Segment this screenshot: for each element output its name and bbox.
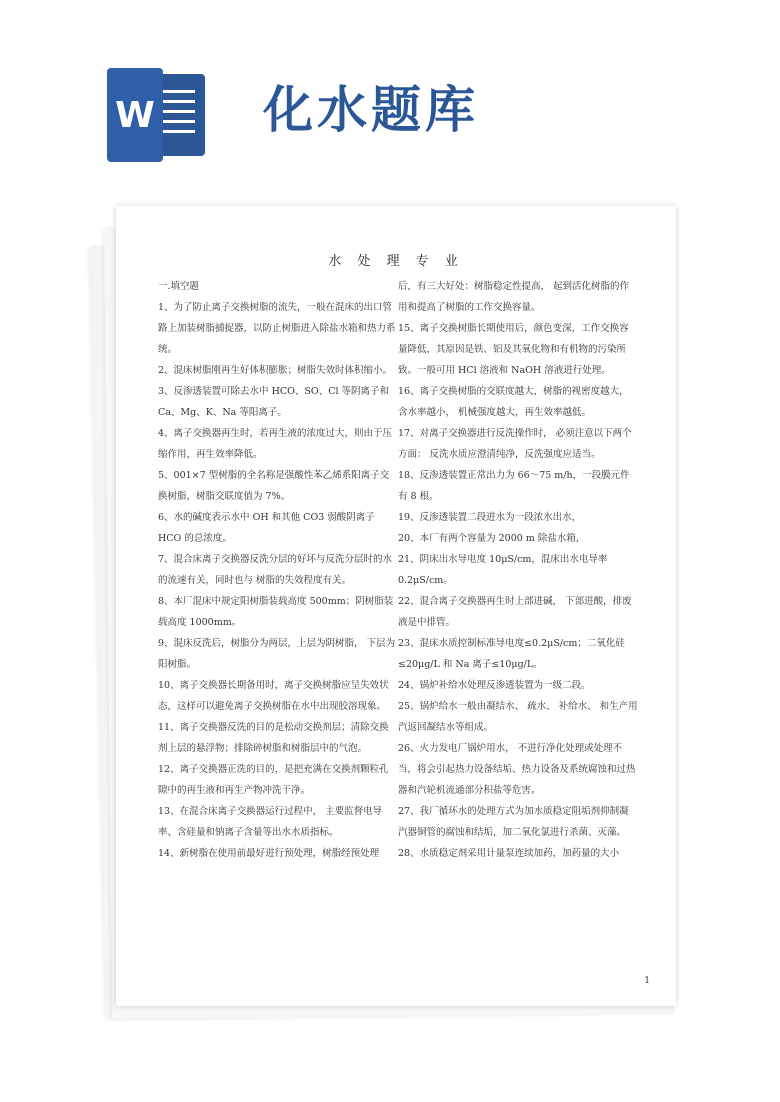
question-item: 1、为了防止离子交换树脂的流失，一般在混床的出口管路上加装树脂捕捉器，以防止树脂进入除盐水箱和热力系统。 [158,302,396,355]
question-item: 28、水质稳定剂采用计量泵连续加药，加药量的大小 [398,848,620,859]
question-item: 3、反渗透装置可除去水中 HCO、SO、Cl 等阴离子和Ca、Mg、K、Na 等阳离子。 [158,386,390,418]
question-item: 后，有三大好处：树脂稳定性提高， 起到活化树脂的作用和提高了树脂的工作交换容量。 [398,281,630,313]
document-title: 水 处 理 专 业 [328,254,464,269]
question-item: 10、离子交换器长期备用时，离子交换树脂应呈失效状态，这样可以避免离子交换树脂在水中出现胶溶现象。 [158,680,389,712]
word-document-icon [107,68,207,162]
question-item: 2、混床树脂刚再生好体积膨胀；树脂失效时体积缩小。 [158,365,393,376]
logo-letter: W [107,68,163,162]
question-item: 25、锅炉给水一般由凝结水、 疏水、 补给水、 和生产用汽返回凝结水等组成。 [398,701,638,733]
question-item: 23、混床水质控制标准导电度≤0.2μS/cm；二氧化硅≤20μg/L 和 Na 离子≤10μg/L。 [398,638,625,670]
question-item: 一.填空题 [158,281,200,292]
question-item: 5、001×7 型树脂的全名称是强酸性苯乙烯系阳离子交换树脂，树脂交联度值为 7%。 [158,470,390,502]
question-item: 16、离子交换树脂的交联度越大，树脂的视密度越大，含水率越小， 机械强度越大，再生效率越低。 [398,386,629,418]
question-item: 7、混合床离子交换器反洗分层的好坏与反洗分层时的水的流速有关，同时也与 树脂的失效程度有关。 [158,554,393,586]
question-item: 19、反渗透装置二段进水为一段浓水出水， [398,512,582,523]
right-column [398,276,638,864]
question-item: 22、混合离子交换器再生时上部进碱， 下部进酸，排废液是中排管。 [398,596,632,628]
question-item: 18、反渗透装置正常出力为 66～75 m/h，一段膜元件有 8 根。 [398,470,630,502]
question-item: 20、本厂有两个容量为 2000 m 除盐水箱， [398,533,586,544]
question-item: 15、离子交换树脂长期使用后，颜色变深，工作交换容量降低，其原因是铁、铝及其氧化物和有机物的污染所致。一般可用 HCl 溶液和 NaOH 溶液进行处理。 [398,323,629,376]
question-item: 13、在混合床离子交换器运行过程中， 主要监督电导率、含硅量和钠离子含量等出水水质指标。 [158,806,383,838]
page-number: 1 [644,976,650,986]
question-item: 27、我厂循环水的处理方式为加水质稳定阻垢剂抑制凝汽器铜管的腐蚀和结垢，加二氧化氯进行杀菌、灭藻。 [398,806,629,838]
question-item: 21、阴床出水导电度 10μS/cm，混床出水电导率0.2μS/cm。 [398,554,608,586]
left-column [158,276,398,864]
question-item: 17、对离子交换器进行反洗操作时， 必须注意以下两个方面： 反洗水质应澄清纯净，反洗强度应适当。 [398,428,632,460]
question-item: 8、本厂混床中规定阳树脂装载高度 500mm；阴树脂装载高度 1000mm。 [158,596,394,628]
document-page [116,206,676,1006]
page-title: 化水题库 [263,81,479,139]
question-item: 11、离子交换器反洗的目的是松动交换剂层；清除交换剂上层的悬浮物；排除碎树脂和树脂层中的气泡。 [158,722,389,754]
question-item: 14、新树脂在使用前最好进行预处理，树脂经预处理 [158,848,380,859]
question-item: 26、火力发电厂锅炉用水， 不进行净化处理或处理不当，将会引起热力设备结垢、热力设备及系统腐蚀和过热器和汽轮机流通部分积盐等危害。 [398,743,636,796]
question-item: 24、锅炉补给水处理反渗透装置为一级二段。 [398,680,591,691]
question-item: 9、混床反洗后，树脂分为两层，上层为阴树脂， 下层为阳树脂。 [158,638,396,670]
question-item: 4、离子交换器再生时，若再生液的浓度过大，则由于压缩作用，再生效率降低。 [158,428,393,460]
header [0,0,780,190]
question-item: 12、离子交换器正洗的目的，是把充满在交换剂颗粒孔隙中的再生液和再生产物冲洗干净。 [158,764,389,796]
question-item: 6、水的碱度表示水中 OH 和其他 CO3 弱酸阴离子 HCO 的总浓度。 [158,512,375,544]
